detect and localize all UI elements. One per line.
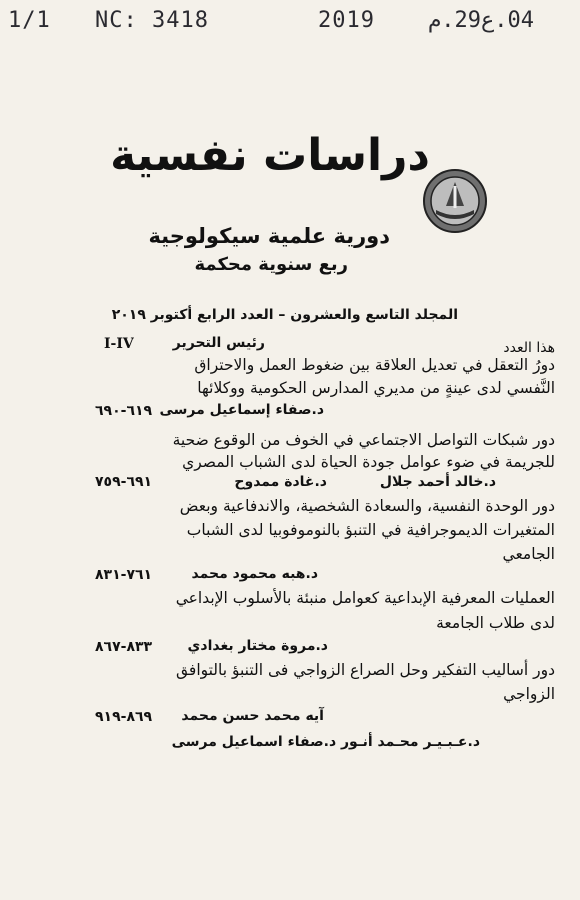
article-3-title-line-3: الجامعي [502, 545, 555, 563]
article-4-title-line-1: العمليات المعرفية الإبداعية كعوامل منبئة بالأسلوب الإبداعي [175, 589, 555, 607]
this-issue-label: هذا العدد [503, 340, 555, 356]
editor-label: رئيس التحرير [172, 335, 265, 351]
article-2-title-line-1: دور شبكات التواصل الاجتماعي في الخوف من الوقوع ضحية [172, 431, 555, 449]
journal-logo-icon [422, 168, 488, 234]
article-3-pages: ٧٦١-٨٣١ [95, 567, 153, 583]
article-2-author-1: د.خالد أحمد جلال [379, 474, 496, 490]
article-4-author-1: د.مروة مختار بغدادي [187, 638, 328, 654]
editor-pages: I-IV [104, 336, 134, 352]
article-1-title-line-1: دورُ التعقل في تعديل العلاقة بين ضغوط العمل والاحتراق [194, 356, 555, 374]
handwritten-year: 2019 [318, 8, 375, 33]
journal-subtitle-line2: ربع سنوية محكمة [194, 254, 348, 275]
journal-subtitle-line1: دورية علمية سيكولوجية [148, 224, 390, 248]
article-4-title-line-2: لدى طلاب الجامعة [436, 614, 555, 632]
article-1-pages: ٦١٩-٦٩٠ [95, 403, 153, 419]
article-2-pages: ٦٩١-٧٥٩ [95, 474, 153, 490]
article-2-author-2: د.غادة ممدوح [234, 474, 327, 490]
article-5-author-2: د.عـبـيـر محـمد أنـور د.صفاء اسماعيل مرسى [171, 734, 480, 750]
article-3-title-line-2: المتغيرات الديموجرافية في التنبؤ بالنوموفوبيا لدى الشباب [186, 521, 555, 539]
article-5-title-line-1: دور أساليب التفكير وحل الصراع الزواجي فى التنبؤ بالتوافق [175, 661, 555, 679]
article-5-author-1: آيه محمد حسن محمد [181, 708, 324, 724]
handwritten-code: 04.ع29.م [428, 8, 534, 33]
article-1-author-1: د.صفاء إسماعيل مرسى [159, 402, 324, 418]
journal-title: دراسات نفسية [110, 130, 430, 181]
handwritten-nc-number: NC: 3418 [95, 8, 209, 33]
article-5-pages: ٨٦٩-٩١٩ [95, 709, 153, 725]
article-3-title-line-1: دور الوحدة النفسية، والسعادة الشخصية، والاندفاعية وبعض [179, 497, 555, 515]
article-5-title-line-2: الزواجي [503, 685, 555, 703]
article-1-title-line-2: النَّفسي لدى عينةٍ من مديري المدارس الحكومية ووكلائها [197, 379, 555, 397]
issue-info: المجلد التاسع والعشرون – العدد الرابع أكتوبر ٢٠١٩ [111, 307, 458, 323]
article-4-pages: ٨٣٣-٨٦٧ [95, 639, 153, 655]
article-3-author-1: د.هبه محمود محمد [191, 566, 318, 582]
handwritten-page-count: 1/1 [8, 8, 51, 33]
article-2-title-line-2: للجريمة في ضوء عوامل جودة الحياة لدى الشباب المصري [182, 453, 555, 471]
